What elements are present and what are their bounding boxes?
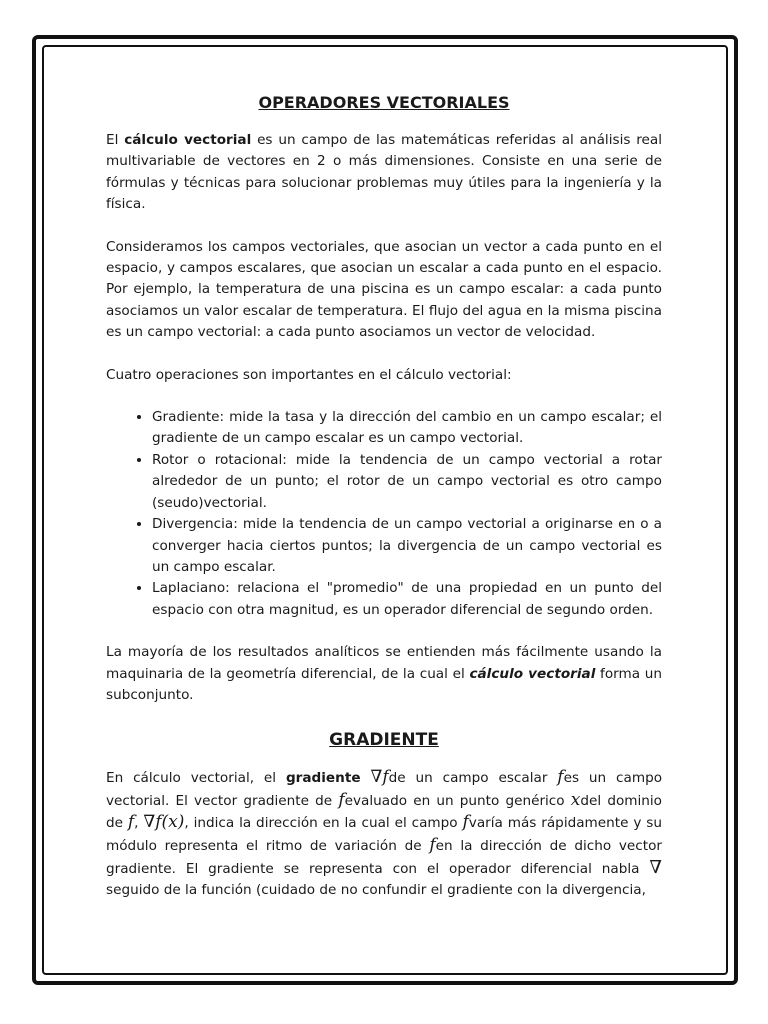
list-item: • Rotor o rotacional: mide la tendencia de un campo vectorial a rotar alrededor de un punto; el rotor de un campo vectorial es otro campo (seudo)vectorial. bbox=[152, 450, 662, 514]
intro-paragraph bbox=[106, 130, 662, 216]
operations-list bbox=[106, 407, 662, 621]
math-nabla-f-x: ∇f(x) bbox=[143, 812, 185, 833]
bold-term: gradiente bbox=[285, 770, 361, 787]
text-span: forma un subconjunto. bbox=[106, 665, 662, 703]
math-f: f bbox=[127, 812, 135, 833]
operations-intro: Cuatro operaciones son importantes en el cálculo vectorial: bbox=[106, 366, 512, 383]
math-f: f bbox=[557, 767, 564, 788]
text-span: El bbox=[106, 132, 125, 148]
section-heading-gradiente: GRADIENTE bbox=[329, 730, 439, 751]
text-span: , bbox=[134, 815, 144, 832]
text-span: seguido de la función (cuidado de no confundir el gradiente con la divergencia, bbox=[106, 882, 646, 899]
nabla-symbol: ∇ bbox=[649, 856, 662, 878]
list-item: • Laplaciano: relaciona el "promedio" de una propiedad en un punto del espacio con otra magnitud, es un operador diferencial de segundo orden. bbox=[152, 578, 662, 621]
text-span: varía más rápidamente y su módulo representa el ritmo de variación de bbox=[106, 815, 662, 854]
fields-paragraph: Consideramos los campos vectoriales, que asocian un vector a cada punto en el espacio, y campos escalares, que asocian un escalar a cada punto en el espacio. Por ejemplo, la temperatura de una piscina es un campo escalar: a cada punto asociamos un valor escalar de temperatura. El flujo del agua en la misma piscina es un campo vectorial: a cada punto asociamos un vector de velocidad. bbox=[106, 238, 662, 341]
text-span: En cálculo vectorial, el bbox=[106, 770, 286, 787]
geometry-paragraph bbox=[106, 642, 662, 706]
page-title: OPERADORES VECTORIALES bbox=[258, 93, 510, 112]
document-body bbox=[106, 90, 662, 923]
math-f: f bbox=[338, 789, 345, 810]
emphasis-term: cálculo vectorial bbox=[469, 665, 596, 682]
text-span: evaluado en un punto genérico bbox=[344, 792, 571, 809]
text-span: en la dirección de dicho vector gradiente. El gradiente se representa con el operador diferencial nabla bbox=[106, 837, 662, 877]
gradient-paragraph bbox=[106, 767, 662, 901]
list-item: • Divergencia: mide la tendencia de un campo vectorial a originarse en o a converger hacia ciertos puntos; la divergencia de un campo vectorial es un campo escalar. bbox=[152, 514, 662, 578]
text-span: , indica la dirección en la cual el campo bbox=[184, 815, 463, 832]
math-nabla-f: ∇f bbox=[370, 767, 389, 788]
bold-term: cálculo vectorial bbox=[124, 132, 252, 148]
list-item: • Gradiente: mide la tasa y la dirección del cambio en un campo escalar; el gradiente de un campo escalar es un campo vectorial. bbox=[152, 407, 662, 450]
math-f: f bbox=[429, 834, 436, 855]
text-span: es un campo de las matemáticas referidas al análisis real multivariable de vectores en 2 o más dimensiones. Consiste en una serie de fórmulas y técnicas para solucionar problemas muy útiles para la ingeniería y la física. bbox=[106, 132, 663, 213]
math-f: f bbox=[462, 812, 469, 833]
text-span: es un campo vectorial. El vector gradiente de bbox=[106, 770, 663, 809]
text-span: La mayoría de los resultados analíticos se entienden más fácilmente usando la maquinaria de la geometría diferencial, de la cual el bbox=[106, 644, 662, 682]
text-span: de un campo escalar bbox=[388, 770, 558, 787]
math-x: x bbox=[570, 789, 581, 810]
text-span: del dominio de bbox=[106, 792, 662, 832]
